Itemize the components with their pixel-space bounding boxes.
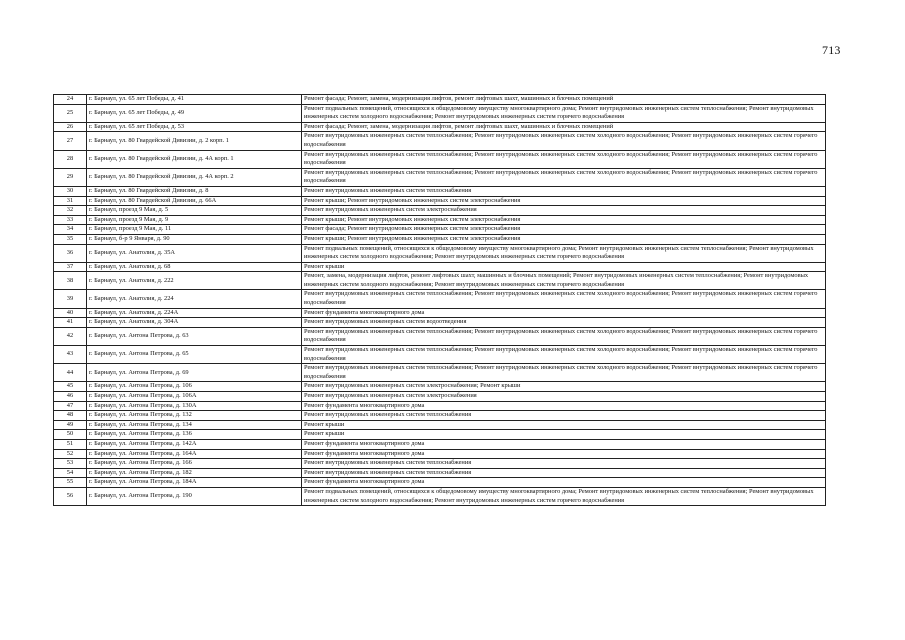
row-number-cell: 51: [54, 439, 87, 449]
address-cell: г. Барнаул, ул. 80 Гвардейской Дивизии, д. 2 корп. 1: [87, 132, 302, 150]
row-number-cell: 35: [54, 234, 87, 244]
address-cell: г. Барнаул, проезд 9 Мая, д. 5: [87, 206, 302, 216]
address-cell: г. Барнаул, ул. Антона Петрова, д. 132: [87, 411, 302, 421]
table-row: [54, 215, 826, 225]
address-cell: г. Барнаул, ул. 80 Гвардейской Дивизии, д. 66А: [87, 196, 302, 206]
row-number-cell: 34: [54, 225, 87, 235]
row-number-cell: 31: [54, 196, 87, 206]
row-number-cell: 30: [54, 186, 87, 196]
table-row: [54, 290, 826, 308]
table-row: [54, 318, 826, 328]
table-row: [54, 439, 826, 449]
table-row: [54, 234, 826, 244]
works-cell: Ремонт фасада; Ремонт внутридомовых инженерных систем электроснабжения: [302, 225, 826, 235]
row-number-cell: 33: [54, 215, 87, 225]
address-cell: г. Барнаул, ул. Антона Петрова, д. 164А: [87, 449, 302, 459]
works-cell: Ремонт крыши; Ремонт внутридомовых инженерных систем электроснабжения: [302, 234, 826, 244]
table-row: [54, 225, 826, 235]
address-cell: г. Барнаул, ул. Анатолия, д. 35А: [87, 244, 302, 262]
works-cell: Ремонт фундамента многоквартирного дома: [302, 449, 826, 459]
address-cell: г. Барнаул, ул. Антона Петрова, д. 106А: [87, 392, 302, 402]
address-cell: г. Барнаул, ул. Анатолия, д. 222: [87, 272, 302, 290]
address-cell: г. Барнаул, ул. Антона Петрова, д. 65: [87, 346, 302, 364]
table-row: [54, 308, 826, 318]
address-cell: г. Барнаул, ул. 80 Гвардейской Дивизии, д. 4А корп. 2: [87, 168, 302, 186]
page-number: 713: [822, 43, 841, 57]
works-cell: Ремонт фасада; Ремонт, замена, модернизация лифтов, ремонт лифтовых шахт, машинных и блочных помещений: [302, 95, 826, 105]
address-cell: г. Барнаул, ул. Антона Петрова, д. 130А: [87, 401, 302, 411]
table-body: [54, 95, 826, 506]
row-number-cell: 49: [54, 420, 87, 430]
works-cell: Ремонт крыши: [302, 420, 826, 430]
table-row: [54, 392, 826, 402]
address-cell: г. Барнаул, ул. 65 лет Победы, д. 41: [87, 95, 302, 105]
works-cell: Ремонт подвальных помещений, относящихся к общедомовому имуществу многоквартирного дома; Ремонт внутридомовых инженерных систем теплоснабжения; Ремонт внутридомовых инженерных систем холодного водоснабжения; Ремонт внутридомовых инженерных систем горячего водоснабжения: [302, 487, 826, 505]
row-number-cell: 46: [54, 392, 87, 402]
address-cell: г. Барнаул, ул. Антона Петрова, д. 166: [87, 459, 302, 469]
works-cell: Ремонт внутридомовых инженерных систем теплоснабжения; Ремонт внутридомовых инженерных систем холодного водоснабжения; Ремонт внутридомовых инженерных систем горячего водоснабжения: [302, 168, 826, 186]
row-number-cell: 47: [54, 401, 87, 411]
row-number-cell: 41: [54, 318, 87, 328]
works-cell: Ремонт фасада; Ремонт, замена, модернизация лифтов, ремонт лифтовых шахт, машинных и блочных помещений: [302, 122, 826, 132]
works-cell: Ремонт фундамента многоквартирного дома: [302, 401, 826, 411]
works-cell: Ремонт внутридомовых инженерных систем теплоснабжения; Ремонт внутридомовых инженерных систем холодного водоснабжения; Ремонт внутридомовых инженерных систем горячего водоснабжения: [302, 327, 826, 345]
works-cell: Ремонт крыши; Ремонт внутридомовых инженерных систем электроснабжения: [302, 215, 826, 225]
row-number-cell: 36: [54, 244, 87, 262]
table-row: [54, 196, 826, 206]
table-row: [54, 401, 826, 411]
address-cell: г. Барнаул, проезд 9 Мая, д. 9: [87, 215, 302, 225]
address-cell: г. Барнаул, ул. 80 Гвардейской Дивизии, д. 4А корп. 1: [87, 150, 302, 168]
row-number-cell: 50: [54, 430, 87, 440]
works-cell: Ремонт внутридомовых инженерных систем водоотведения: [302, 318, 826, 328]
row-number-cell: 24: [54, 95, 87, 105]
row-number-cell: 44: [54, 364, 87, 382]
row-number-cell: 39: [54, 290, 87, 308]
works-cell: Ремонт крыши; Ремонт внутридомовых инженерных систем электроснабжения: [302, 196, 826, 206]
row-number-cell: 37: [54, 262, 87, 272]
table-row: [54, 459, 826, 469]
address-cell: г. Барнаул, ул. 65 лет Победы, д. 49: [87, 104, 302, 122]
works-cell: Ремонт внутридомовых инженерных систем электроснабжения; Ремонт крыши: [302, 382, 826, 392]
table-row: [54, 95, 826, 105]
table-row: [54, 382, 826, 392]
row-number-cell: 38: [54, 272, 87, 290]
table-row: [54, 104, 826, 122]
works-cell: Ремонт крыши: [302, 262, 826, 272]
address-cell: г. Барнаул, ул. Антона Петрова, д. 136: [87, 430, 302, 440]
works-cell: Ремонт внутридомовых инженерных систем теплоснабжения: [302, 459, 826, 469]
table-row: [54, 420, 826, 430]
address-cell: г. Барнаул, ул. Антона Петрова, д. 190: [87, 487, 302, 505]
row-number-cell: 43: [54, 346, 87, 364]
table-row: [54, 327, 826, 345]
works-cell: Ремонт внутридомовых инженерных систем электроснабжения: [302, 392, 826, 402]
table-row: [54, 244, 826, 262]
address-cell: г. Барнаул, проезд 9 Мая, д. 11: [87, 225, 302, 235]
row-number-cell: 26: [54, 122, 87, 132]
table-row: [54, 468, 826, 478]
works-cell: Ремонт внутридомовых инженерных систем теплоснабжения; Ремонт внутридомовых инженерных систем холодного водоснабжения; Ремонт внутридомовых инженерных систем горячего водоснабжения: [302, 346, 826, 364]
works-cell: Ремонт подвальных помещений, относящихся к общедомовому имуществу многоквартирного дома; Ремонт внутридомовых инженерных систем теплоснабжения; Ремонт внутридомовых инженерных систем холодного водоснабжения; Ремонт внутридомовых инженерных систем горячего водоснабжения: [302, 104, 826, 122]
works-cell: Ремонт фундамента многоквартирного дома: [302, 478, 826, 488]
address-cell: г. Барнаул, б-р 9 Января, д. 90: [87, 234, 302, 244]
works-cell: Ремонт внутридомовых инженерных систем электроснабжения: [302, 206, 826, 216]
row-number-cell: 54: [54, 468, 87, 478]
address-cell: г. Барнаул, ул. Антона Петрова, д. 106: [87, 382, 302, 392]
address-cell: г. Барнаул, ул. 65 лет Победы, д. 53: [87, 122, 302, 132]
row-number-cell: 52: [54, 449, 87, 459]
works-cell: Ремонт внутридомовых инженерных систем теплоснабжения: [302, 186, 826, 196]
table-row: [54, 487, 826, 505]
table-row: [54, 478, 826, 488]
address-cell: г. Барнаул, ул. 80 Гвардейской Дивизии, д. 8: [87, 186, 302, 196]
works-cell: Ремонт фундамента многоквартирного дома: [302, 439, 826, 449]
table-row: [54, 430, 826, 440]
works-cell: Ремонт внутридомовых инженерных систем теплоснабжения; Ремонт внутридомовых инженерных систем холодного водоснабжения; Ремонт внутридомовых инженерных систем горячего водоснабжения: [302, 364, 826, 382]
address-cell: г. Барнаул, ул. Антона Петрова, д. 134: [87, 420, 302, 430]
address-cell: г. Барнаул, ул. Анатолия, д. 304А: [87, 318, 302, 328]
address-cell: г. Барнаул, ул. Анатолия, д. 224А: [87, 308, 302, 318]
row-number-cell: 32: [54, 206, 87, 216]
table-row: [54, 262, 826, 272]
table-row: [54, 150, 826, 168]
row-number-cell: 48: [54, 411, 87, 421]
table-row: [54, 168, 826, 186]
row-number-cell: 27: [54, 132, 87, 150]
works-cell: Ремонт внутридомовых инженерных систем теплоснабжения: [302, 411, 826, 421]
address-cell: г. Барнаул, ул. Антона Петрова, д. 184А: [87, 478, 302, 488]
table-row: [54, 122, 826, 132]
table-row: [54, 132, 826, 150]
works-cell: Ремонт крыши: [302, 430, 826, 440]
address-cell: г. Барнаул, ул. Антона Петрова, д. 142А: [87, 439, 302, 449]
works-cell: Ремонт внутридомовых инженерных систем теплоснабжения; Ремонт внутридомовых инженерных систем холодного водоснабжения; Ремонт внутридомовых инженерных систем горячего водоснабжения: [302, 150, 826, 168]
works-cell: Ремонт внутридомовых инженерных систем теплоснабжения; Ремонт внутридомовых инженерных систем холодного водоснабжения; Ремонт внутридомовых инженерных систем горячего водоснабжения: [302, 132, 826, 150]
table-row: [54, 411, 826, 421]
row-number-cell: 55: [54, 478, 87, 488]
row-number-cell: 53: [54, 459, 87, 469]
table-row: [54, 272, 826, 290]
works-cell: Ремонт, замена, модернизация лифтов, ремонт лифтовых шахт, машинных и блочных помещений; Ремонт внутридомовых инженерных систем теплоснабжения; Ремонт внутридомовых инженерных систем холодного водоснабжения; Ремонт внутридомовых инженерных систем горячего водоснабжения: [302, 272, 826, 290]
row-number-cell: 45: [54, 382, 87, 392]
row-number-cell: 28: [54, 150, 87, 168]
table-row: [54, 346, 826, 364]
row-number-cell: 40: [54, 308, 87, 318]
address-cell: г. Барнаул, ул. Анатолия, д. 68: [87, 262, 302, 272]
works-cell: Ремонт фундамента многоквартирного дома: [302, 308, 826, 318]
row-number-cell: 25: [54, 104, 87, 122]
address-cell: г. Барнаул, ул. Антона Петрова, д. 182: [87, 468, 302, 478]
row-number-cell: 56: [54, 487, 87, 505]
table-row: [54, 364, 826, 382]
row-number-cell: 29: [54, 168, 87, 186]
address-cell: г. Барнаул, ул. Анатолия, д. 224: [87, 290, 302, 308]
address-cell: г. Барнаул, ул. Антона Петрова, д. 69: [87, 364, 302, 382]
row-number-cell: 42: [54, 327, 87, 345]
table-row: [54, 449, 826, 459]
works-cell: Ремонт внутридомовых инженерных систем теплоснабжения; Ремонт внутридомовых инженерных систем холодного водоснабжения; Ремонт внутридомовых инженерных систем горячего водоснабжения: [302, 290, 826, 308]
works-cell: Ремонт внутридомовых инженерных систем теплоснабжения: [302, 468, 826, 478]
table-row: [54, 186, 826, 196]
works-cell: Ремонт подвальных помещений, относящихся к общедомовому имуществу многоквартирного дома; Ремонт внутридомовых инженерных систем теплоснабжения; Ремонт внутридомовых инженерных систем холодного водоснабжения; Ремонт внутридомовых инженерных систем горячего водоснабжения: [302, 244, 826, 262]
address-cell: г. Барнаул, ул. Антона Петрова, д. 63: [87, 327, 302, 345]
repair-schedule-table: [53, 94, 826, 506]
table-row: [54, 206, 826, 216]
